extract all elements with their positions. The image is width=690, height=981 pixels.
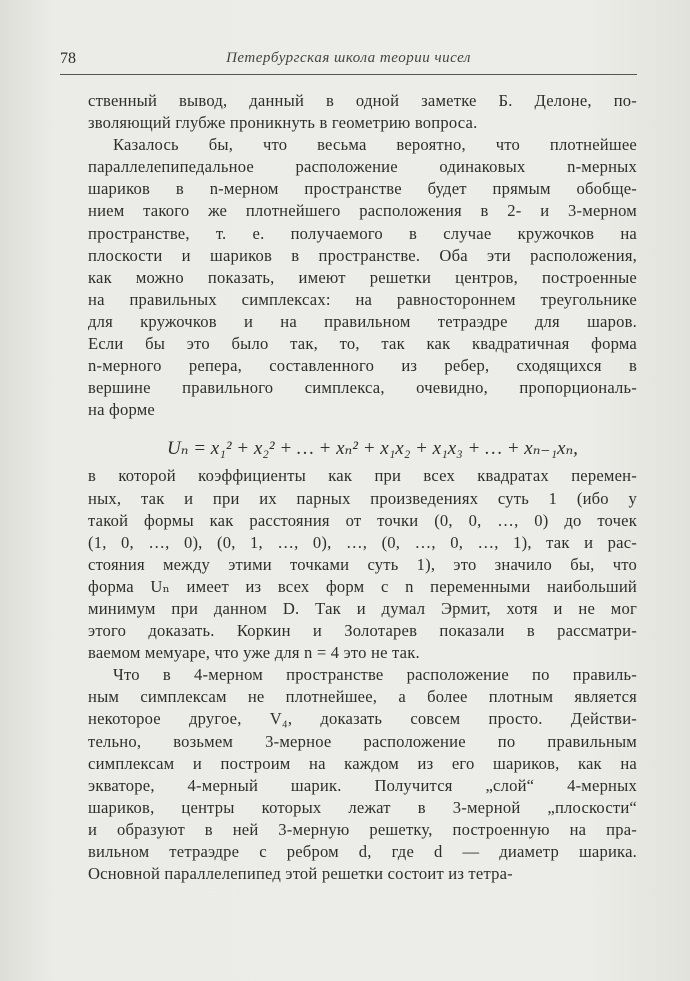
- text-line: ваемом мемуаре, что уже для n = 4 это не так.: [88, 643, 420, 663]
- text-line: зволяющий глубже проникнуть в геометрию вопроса.: [88, 113, 478, 133]
- text-line: ственный вывод, данный в одной заметке Б. Делоне, по-: [88, 91, 637, 110]
- text-line: вильном тетраэдре с ребром d, где d — диаметр шарика.: [88, 842, 637, 861]
- text-line: ных, так и при их парных произведениях суть 1 (ибо у: [88, 488, 637, 508]
- text-line: шариков в n-мерном пространстве будет прямым обобще-: [88, 179, 637, 199]
- text-line: в которой коэффициенты как при всех квадратах перемен-: [88, 466, 637, 486]
- text-line: стояния между этими точками суть 1), это значило бы, что: [88, 554, 637, 574]
- text-before-formula: [88, 90, 637, 421]
- text-line: на правильных симплексах: на равностороннем треугольнике: [88, 289, 637, 309]
- text-line: экваторе, 4-мерный шарик. Получится „слой“ 4-мерных: [88, 775, 637, 795]
- header-rule: [60, 74, 637, 75]
- text-line: вершине правильного симплекса, очевидно, пропорциональ-: [88, 378, 637, 398]
- text-line: некоторое другое, V₄, доказать совсем просто. Действи-: [88, 709, 637, 729]
- text-line: как можно показать, имеют решетки центров, построенные: [88, 267, 637, 287]
- text-line: Основной параллелепипед этой решетки состоит из тетра-: [88, 864, 513, 884]
- text-line: нием такого же плотнейшего расположения в 2- и 3-мерном: [88, 201, 637, 221]
- text-line: параллелепипедальное расположение одинаковых n-мерных: [88, 157, 637, 177]
- text-line: (1, 0, …, 0), (0, 1, …, 0), …, (0, …, 0, …, 1), так и рас-: [88, 532, 637, 552]
- text-line: и образуют в ней 3-мерную решетку, построенную на пра-: [88, 819, 637, 839]
- paragraph: [88, 664, 637, 885]
- running-title: Петербургская школа теории чисел: [226, 50, 471, 66]
- text-line: шариков, центры которых лежат в 3-мерной „плоскости“: [88, 797, 637, 817]
- text-line: пространстве, т. е. получаемого в случае кружочков на: [88, 223, 637, 243]
- paragraph: [88, 465, 637, 664]
- text-line: этого доказать. Коркин и Золотарев показали в рассматри-: [88, 621, 637, 641]
- text-line: симплексам и построим на каждом из его шариков, как на: [88, 753, 637, 773]
- text-line: тельно, возьмем 3-мерное расположение по правильным: [88, 731, 637, 751]
- text-line: такой формы как расстояния от точки (0, 0, …, 0) до точек: [88, 510, 637, 530]
- text-line: ным симплексам не плотнейшее, а более плотным является: [88, 687, 637, 707]
- text-line: плоскости и шариков в пространстве. Оба эти расположения,: [88, 245, 637, 265]
- text-line: Казалось бы, что весьма вероятно, что плотнейшее: [113, 135, 637, 155]
- text-line: Если бы это было так, то, так как квадратичная форма: [88, 334, 637, 354]
- text-line: Что в 4-мерном пространстве расположение по правиль-: [113, 665, 637, 685]
- text-line: для кружочков и на правильном тетраэдре для шаров.: [88, 311, 637, 331]
- page-number: 78: [60, 50, 76, 67]
- text-line: минимум при данном D. Так и думал Эрмит, хотя и не мог: [88, 598, 637, 618]
- text-line: форма Uₙ имеет из всех форм с n переменными наибольший: [88, 576, 637, 596]
- page-body: [88, 90, 637, 885]
- text-line: n-мерного репера, составленного из ребер, сходящихся в: [88, 356, 637, 376]
- text-line: на форме: [88, 400, 155, 420]
- text-after-formula: [88, 465, 637, 885]
- formula: Uₙ = x₁² + x₂² + … + xₙ² + x₁x₂ + x₁x₃ + … + xₙ₋₁xₙ,: [167, 438, 578, 460]
- paragraph: [88, 134, 637, 421]
- paragraph: [88, 90, 637, 134]
